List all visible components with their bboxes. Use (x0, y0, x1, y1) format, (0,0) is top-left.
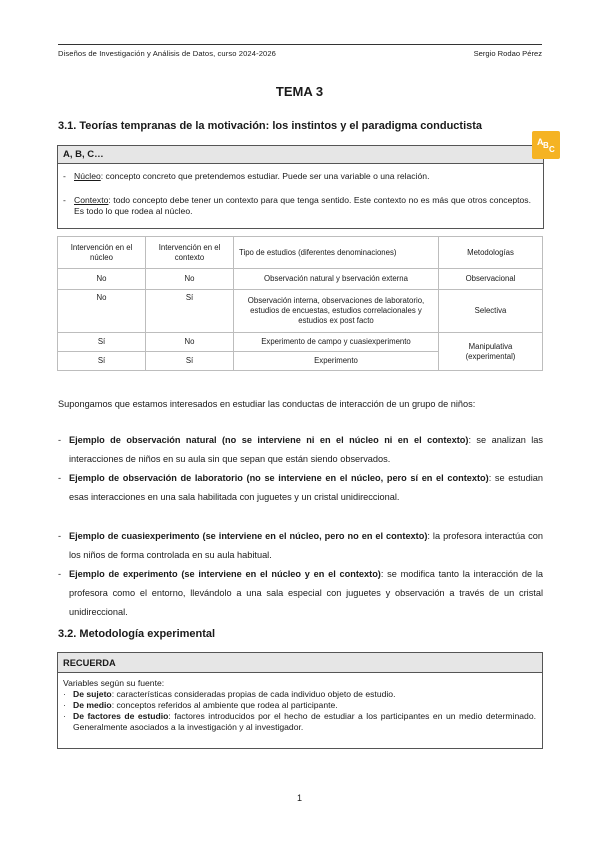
list-dash: - (58, 531, 62, 541)
examples-intro: Supongamos que estamos interesados en estudiar las conductas de interacción de un grupo de niños: (58, 399, 476, 409)
variable-term: De factores de estudio (73, 711, 169, 721)
example-text: : la profesora interactúa con los niños de forma controlada en su aula habitual. (69, 531, 543, 560)
table-row (58, 269, 543, 290)
variable-term: De sujeto (73, 689, 112, 699)
recuerda-box-header (58, 653, 542, 673)
table-cell: Experimento (234, 352, 439, 371)
table-header-row (58, 237, 543, 269)
table-cell: No (58, 269, 146, 290)
table-cell: Observación natural y bservación externa (234, 269, 439, 290)
variable-term: De medio (73, 700, 112, 710)
column-header: Intervención en el contexto (146, 237, 234, 269)
example-title: Ejemplo de cuasiexperimento (se interviene en el núcleo, pero no en el contexto) (69, 531, 428, 541)
variable-item-factores (63, 711, 536, 733)
table-cell: Experimento de campo y cuasiexperimento (234, 333, 439, 352)
section-heading-3-2: 3.2. Metodología experimental (58, 628, 216, 640)
table-cell: No (146, 333, 234, 352)
example-text: : se analizan las interacciones de niños en su aula sin que sepan que están siendo observados. (69, 435, 544, 464)
term-nucleo: Núcleo (74, 171, 101, 181)
abc-icon-letter: B (543, 141, 549, 150)
example-title: Ejemplo de observación natural (no se interviene ni en el núcleo ni en el contexto) (69, 435, 469, 445)
table-cell: Sí (58, 352, 146, 371)
table-cell: Observacional (439, 269, 543, 290)
abc-icon-letter: A (537, 137, 544, 147)
table-row (58, 290, 543, 333)
bullet: · (63, 711, 66, 721)
column-header: Tipo de estudios (diferentes denominaciones) (234, 237, 439, 269)
variable-text: : conceptos referidos al ambiente que rodea al participante. (111, 700, 338, 710)
example-observacion-natural (58, 431, 543, 469)
list-dash: - (58, 435, 62, 445)
header-author: Sergio Rodao Pérez (473, 49, 542, 58)
example-text: : se estudian esas interacciones en una sala habilitada con juguetes y un cristal unidireccional. (69, 473, 543, 502)
table-cell: Sí (58, 333, 146, 352)
header-course: Diseños de Investigación y Análisis de Datos, curso 2024-2026 (58, 49, 277, 58)
column-header: Intervención en el núcleo (58, 237, 146, 269)
table-cell: Observación interna, observaciones de laboratorio, estudios de encuestas, estudios correlacionales y estudios ex post facto (234, 290, 439, 333)
bullet: · (63, 689, 66, 699)
variable-item-medio (63, 700, 536, 711)
list-dash: - (63, 195, 66, 205)
list-dash: - (58, 473, 62, 483)
definition-contexto (63, 195, 531, 217)
table-cell: No (146, 269, 234, 290)
variable-item-sujeto (63, 689, 536, 700)
column-header: Metodologías (439, 237, 543, 269)
list-dash: - (58, 569, 62, 579)
table-cell-merged: Manipulativa (experimental) (439, 333, 543, 371)
definition-text: : concepto concreto que pretendemos estudiar. Puede ser una variable o una relación. (100, 171, 430, 181)
abc-icon (532, 131, 560, 159)
list-dash: - (63, 171, 66, 181)
definition-text: : todo concepto debe tener un contexto para que tenga sentido. Este contexto no es más que otros conceptos. Es todo lo que rodea al núcleo. (74, 195, 531, 216)
recuerda-box-title: RECUERDA (63, 658, 116, 668)
abc-box-title: A, B, C… (63, 149, 104, 160)
variable-text: : características consideradas propias de cada individuo objeto de estudio. (111, 689, 396, 699)
page-number: 1 (296, 793, 302, 803)
example-experimento (58, 565, 543, 622)
page-title: TEMA 3 (275, 84, 324, 99)
table-cell: Sí (146, 352, 234, 371)
abc-icon-letter: C (549, 145, 555, 154)
header-rule (58, 44, 542, 45)
study-types-table (57, 236, 543, 371)
variable-text: : factores introducidos por el hecho de estudiar a los participantes en un medio determinado. Generalmente asociados a la investigación y al investigador. (73, 711, 537, 732)
variables-intro: Variables según su fuente: (63, 678, 165, 688)
recuerda-box (57, 652, 543, 749)
definition-nucleo (63, 171, 531, 182)
table-cell: Selectiva (439, 290, 543, 333)
abc-box-header (58, 146, 543, 164)
example-cuasiexperimento (58, 527, 543, 565)
example-observacion-laboratorio (58, 469, 543, 507)
term-contexto: Contexto (74, 195, 109, 205)
abc-definition-box (57, 145, 544, 229)
table-cell: Sí (146, 290, 234, 333)
table-cell: No (58, 290, 146, 333)
table-row (58, 333, 543, 352)
example-title: Ejemplo de experimento (se interviene en el núcleo y en el contexto) (69, 569, 381, 579)
bullet: · (63, 700, 66, 710)
section-heading-3-1: 3.1. Teorías tempranas de la motivación: los instintos y el paradigma conductista (58, 120, 483, 132)
example-text: : se modifica tanto la interacción de la profesora como el entorno, llevándolo a una sala especial con juguetes y observación a través de un cristal unidireccional. (69, 569, 543, 617)
example-title: Ejemplo de observación de laboratorio (no se interviene en el núcleo, pero sí en el contexto) (69, 473, 489, 483)
